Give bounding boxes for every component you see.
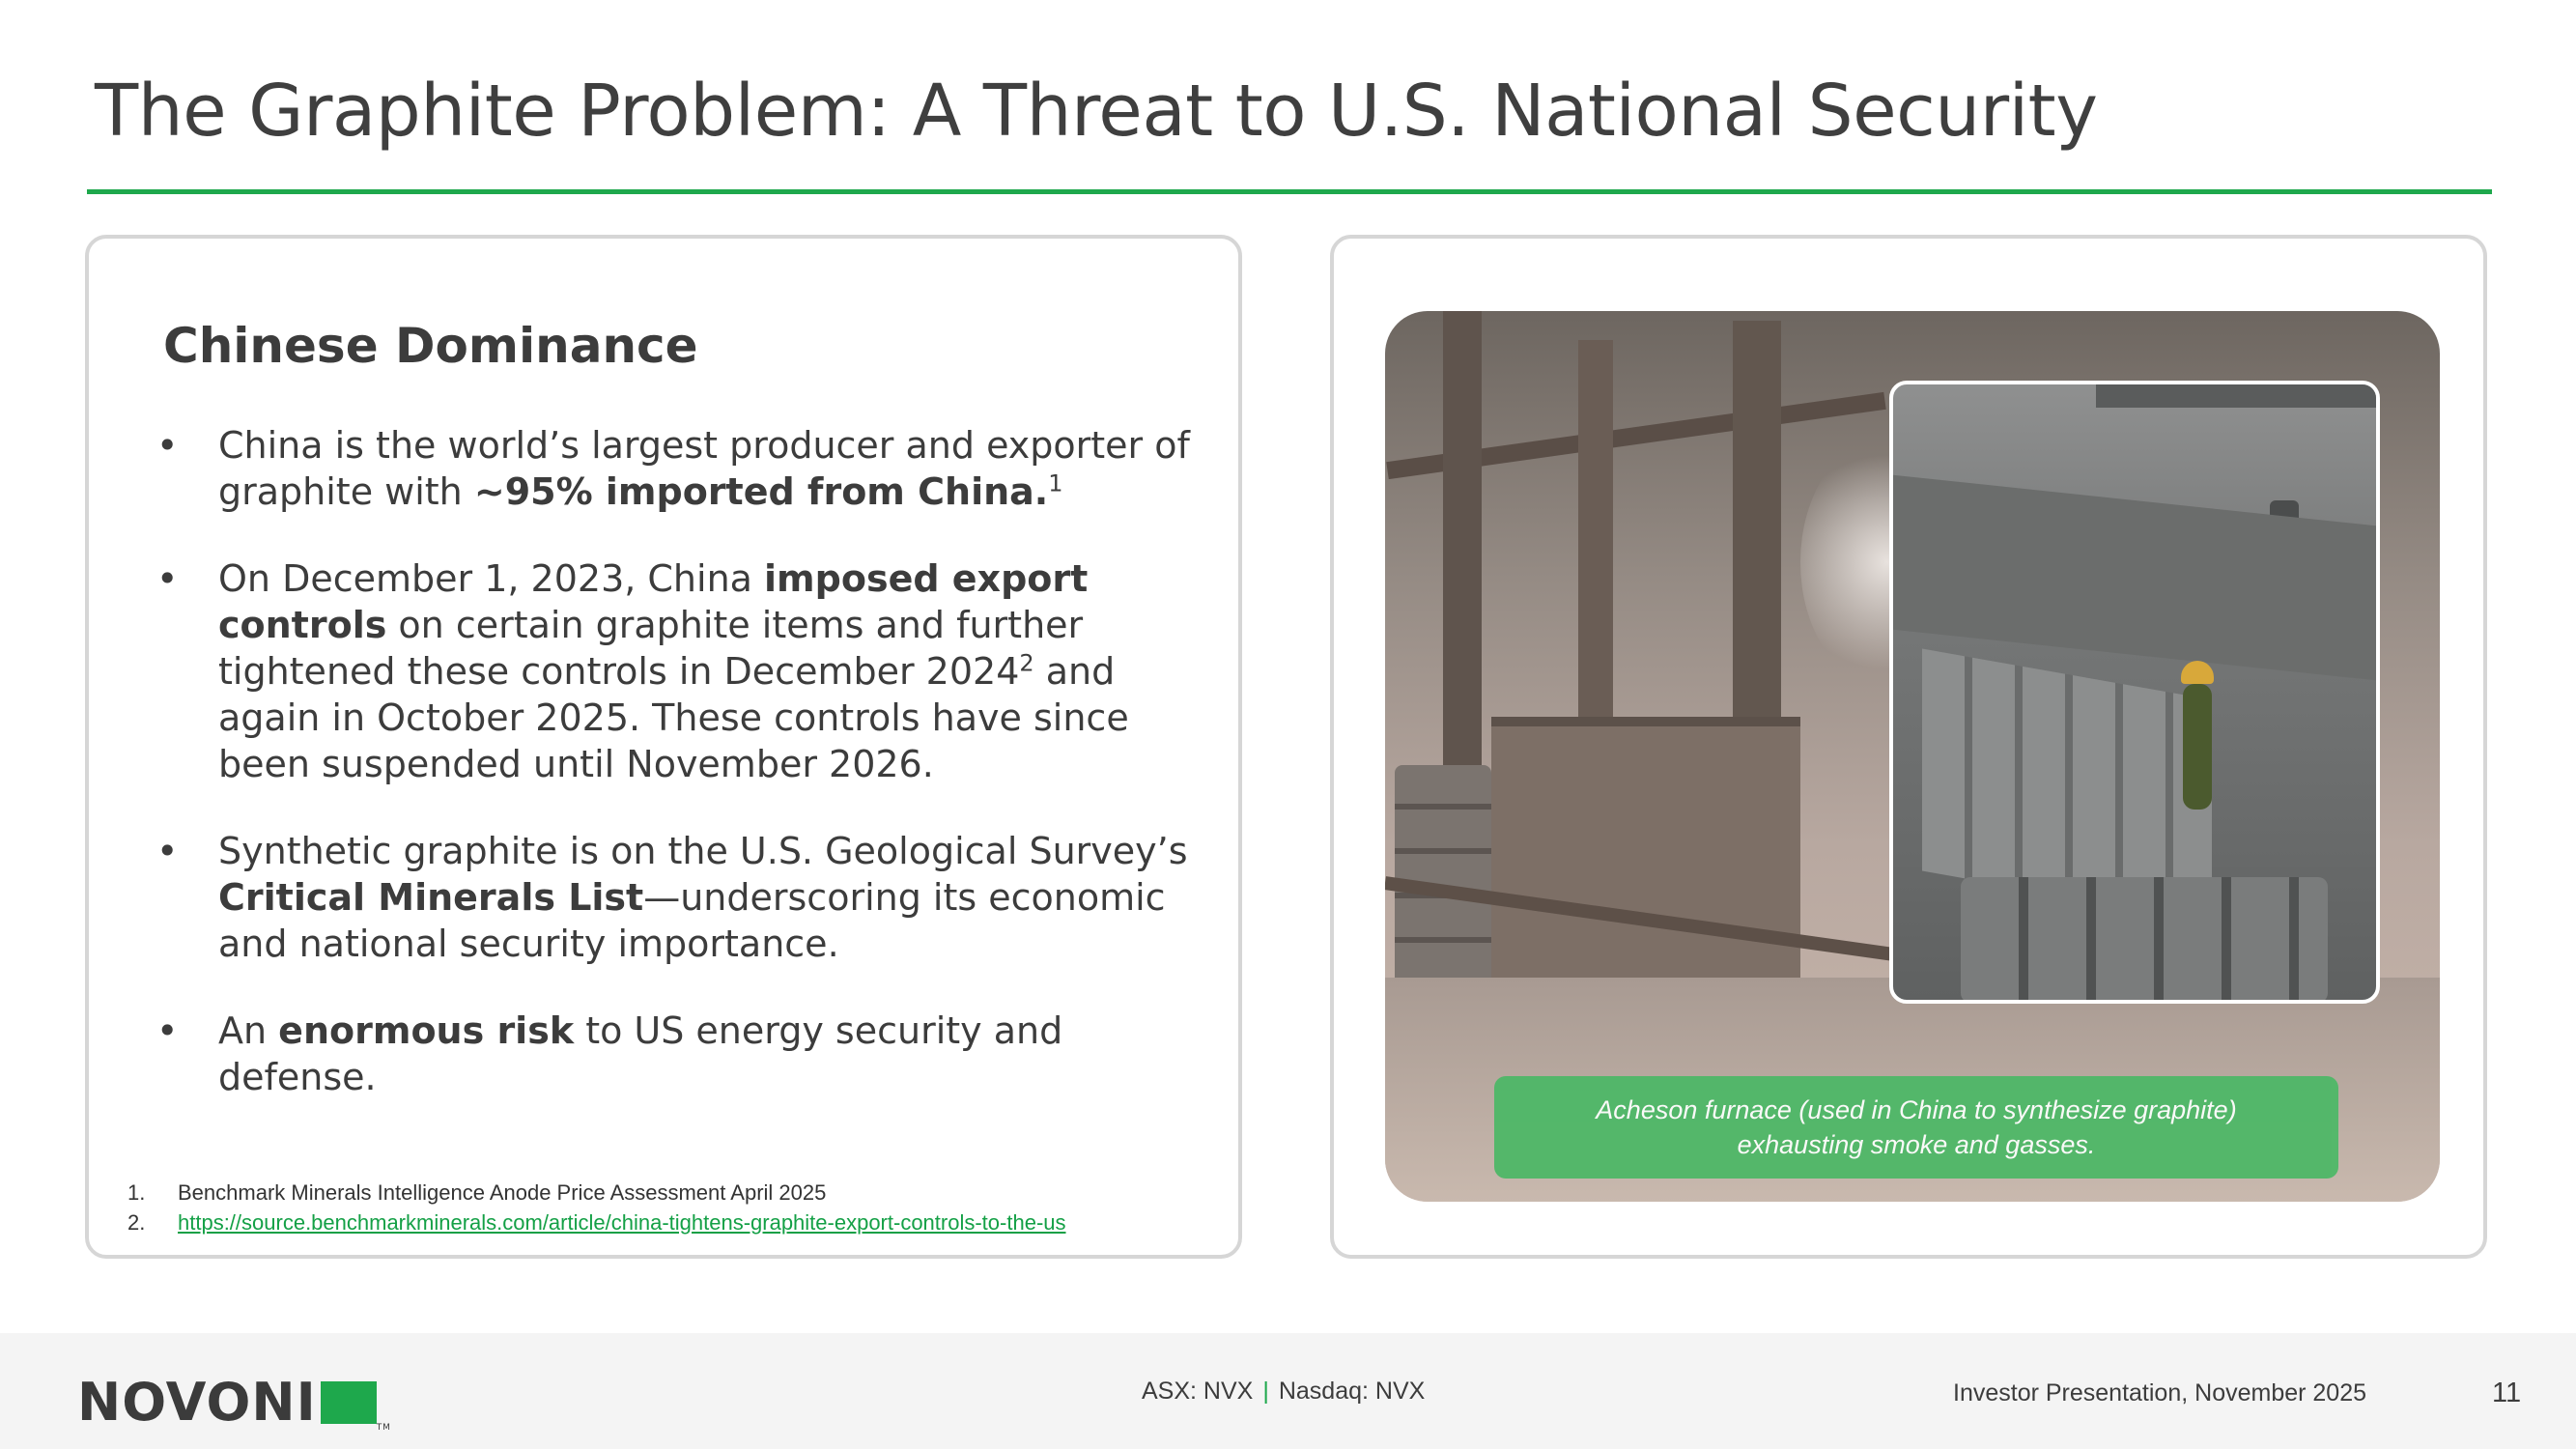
card-heading: Chinese Dominance <box>163 318 698 374</box>
footnote-ref: 1 <box>1048 469 1063 497</box>
photo-caption <box>1494 1076 2338 1179</box>
bullet-dot: • <box>156 1009 179 1052</box>
bullet-item <box>156 555 1200 787</box>
bullet-dot: • <box>156 557 179 600</box>
bullet-bold: enormous risk <box>278 1009 575 1052</box>
slide-title: The Graphite Problem: A Threat to U.S. National Security <box>95 70 2098 153</box>
graphite-pit-photo-icon <box>1889 381 2380 1004</box>
footnote-1 <box>127 1178 1209 1208</box>
footnote-number: 1. <box>127 1180 146 1205</box>
bullet-item <box>156 1008 1200 1100</box>
bullet-text: —underscoring its economic and national security importance. <box>218 876 1166 965</box>
acheson-furnace-photo-icon <box>1385 311 2440 1202</box>
bullet-list <box>156 422 1200 1141</box>
footnote-text: Benchmark Minerals Intelligence Anode Price Assessment April 2025 <box>178 1180 827 1205</box>
footnotes <box>127 1178 1209 1237</box>
bullet-text: Synthetic graphite is on the U.S. Geological Survey’s <box>218 830 1188 872</box>
title-divider <box>87 189 2492 194</box>
logo-x-icon <box>321 1381 377 1424</box>
footnote-2 <box>127 1208 1209 1237</box>
chinese-dominance-card <box>85 235 1242 1259</box>
novonix-logo: NOVONI TM <box>77 1372 391 1433</box>
footnote-ref: 2 <box>1019 649 1034 677</box>
bullet-bold: imposed export controls <box>218 557 1089 646</box>
bullet-bold: ~95% imported from China. <box>473 470 1049 513</box>
slide-footer <box>0 1333 2576 1449</box>
bullet-item <box>156 828 1200 967</box>
bullet-text: China is the world’s largest producer and exporter of graphite with <box>218 424 1190 513</box>
bullet-text: to US energy security and defense. <box>218 1009 1063 1098</box>
bullet-text: On December 1, 2023, China <box>218 557 765 600</box>
photo-card <box>1330 235 2487 1259</box>
bullet-dot: • <box>156 830 179 872</box>
event-label: Investor Presentation, November 2025 <box>1953 1379 2367 1406</box>
caption-line: exhausting smoke and gasses. <box>1737 1130 2096 1159</box>
bullet-dot: • <box>156 424 179 467</box>
bullet-text: on certain graphite items and further tightened these controls in December 2024 <box>218 604 1084 693</box>
bullet-text: An <box>218 1009 279 1052</box>
footnote-number: 2. <box>127 1210 146 1235</box>
caption-line: Acheson furnace (used in China to synthesize graphite) <box>1596 1095 2237 1124</box>
bullet-item <box>156 422 1200 515</box>
page-number: 11 <box>2492 1378 2522 1408</box>
bullet-text: and again in October 2025. These controls have since been suspended until November 2026. <box>218 650 1129 785</box>
bullet-bold: Critical Minerals List <box>218 876 644 919</box>
footnote-link[interactable]: https://source.benchmarkminerals.com/article/china-tightens-graphite-export-controls-to-the-us <box>178 1210 1066 1235</box>
ticker-symbols: ASX: NVX | Nasdaq: NVX <box>1142 1378 1426 1405</box>
